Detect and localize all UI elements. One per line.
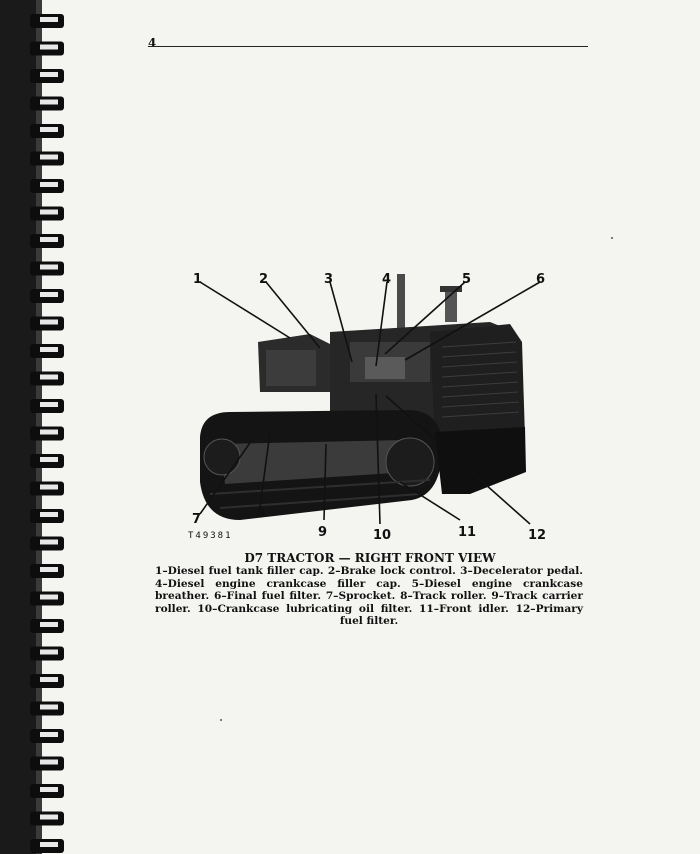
figure-caption-title: D7 TRACTOR — RIGHT FRONT VIEW [244,551,496,565]
callout-8: 8 [256,506,266,521]
header-rule [148,46,588,47]
callout-7: 7 [192,512,202,527]
callout-10: 10 [373,528,392,543]
spiral-binding [0,0,80,854]
callout-2: 2 [259,272,269,287]
figure-caption-text: 1–Diesel fuel tank filler cap. 2–Brake lock control. 3–Decelerator pedal. 4–Diesel engine crankcase filler cap. 5–Diesel engine crankcase breather. 6–Final fuel filter. 7–Sprocket. 8–Track roller. 9–Track carrier roller. 10–Crankcase lubricating oil filter. 11–Front idler. 12–Primary fuel filter. [155,565,583,628]
scan-speck [220,719,222,721]
callout-12: 12 [528,528,547,543]
photo-id: T49381 [188,531,233,541]
callout-4: 4 [382,272,392,287]
page-number: 4 [148,36,157,50]
callout-9: 9 [318,525,328,540]
scan-speck [611,237,613,239]
callout-5: 5 [462,272,472,287]
tractor-photograph [180,262,560,552]
callout-3: 3 [324,272,334,287]
callout-6: 6 [536,272,546,287]
callout-11: 11 [458,525,477,540]
callout-1: 1 [193,272,203,287]
